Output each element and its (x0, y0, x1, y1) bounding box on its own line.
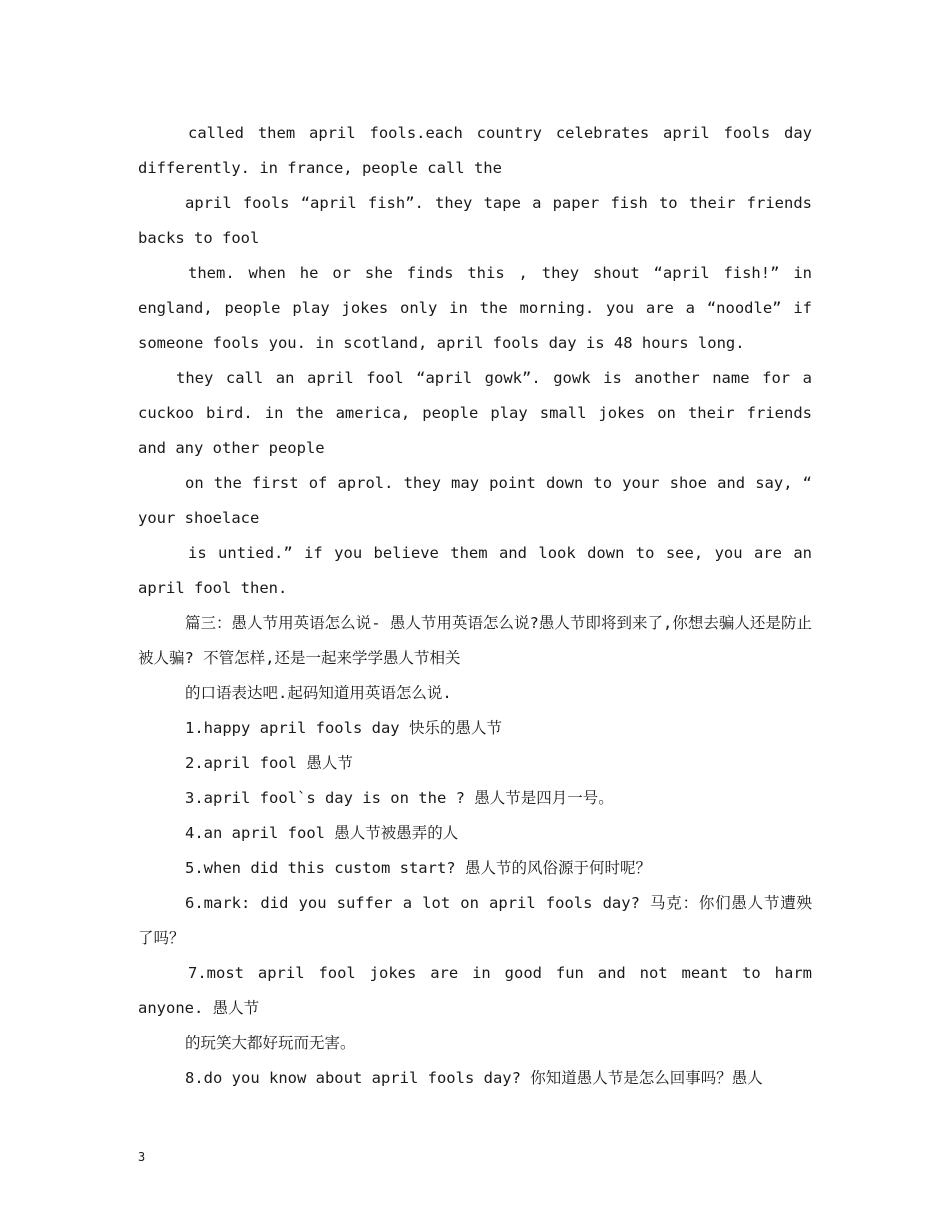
paragraph: called them april fools.each country celebrates april fools day differently. in france, people call the (138, 124, 812, 177)
paragraph: is untied.” if you believe them and look down to see, you are an april fool then. (138, 544, 812, 597)
paragraph: on the first of aprol. they may point down to your shoe and say, “ your shoelace (138, 474, 812, 527)
paragraph: they call an april fool “april gowk”. gowk is another name for a cuckoo bird. in the america, people play small jokes on their friends and any other people (138, 369, 812, 457)
list-item: 4.an april fool 愚人节被愚弄的人 (185, 824, 459, 842)
paragraph: april fools “april fish”. they tape a paper fish to their friends backs to fool (138, 194, 812, 247)
list-item: 2.april fool 愚人节 (185, 754, 353, 772)
section-heading-paragraph: 篇三：愚人节用英语怎么说- 愚人节用英语怎么说?愚人节即将到来了,你想去骗人还是防止被人骗? 不管怎样,还是一起来学学愚人节相关 (138, 614, 812, 667)
paragraph: 的口语表达吧.起码知道用英语怎么说. (185, 684, 452, 702)
list-item: 7.most april fool jokes are in good fun and not meant to harm anyone. 愚人节 (138, 964, 812, 1017)
list-item: 1.happy april fools day 快乐的愚人节 (185, 719, 502, 737)
document-body (138, 116, 812, 1096)
list-item: 5.when did this custom start? 愚人节的风俗源于何时呢？ (185, 859, 651, 877)
list-item: 8.do you know about april fools day? 你知道愚人节是怎么回事吗？愚人 (185, 1069, 763, 1087)
paragraph: them. when he or she finds this , they shout “april fish!” in england, people play jokes only in the morning. you are a “noodle” if someone fools you. in scotland, april fools day is 48 hours long. (138, 264, 812, 352)
list-item-continuation: 的玩笑大都好玩而无害。 (185, 1034, 356, 1052)
list-item: 6.mark: did you suffer a lot on april fools day? 马克：你们愚人节遭殃了吗？ (138, 894, 812, 947)
page-number: 3 (138, 1150, 146, 1164)
list-item: 3.april fool`s day is on the ? 愚人节是四月一号。 (185, 789, 614, 807)
